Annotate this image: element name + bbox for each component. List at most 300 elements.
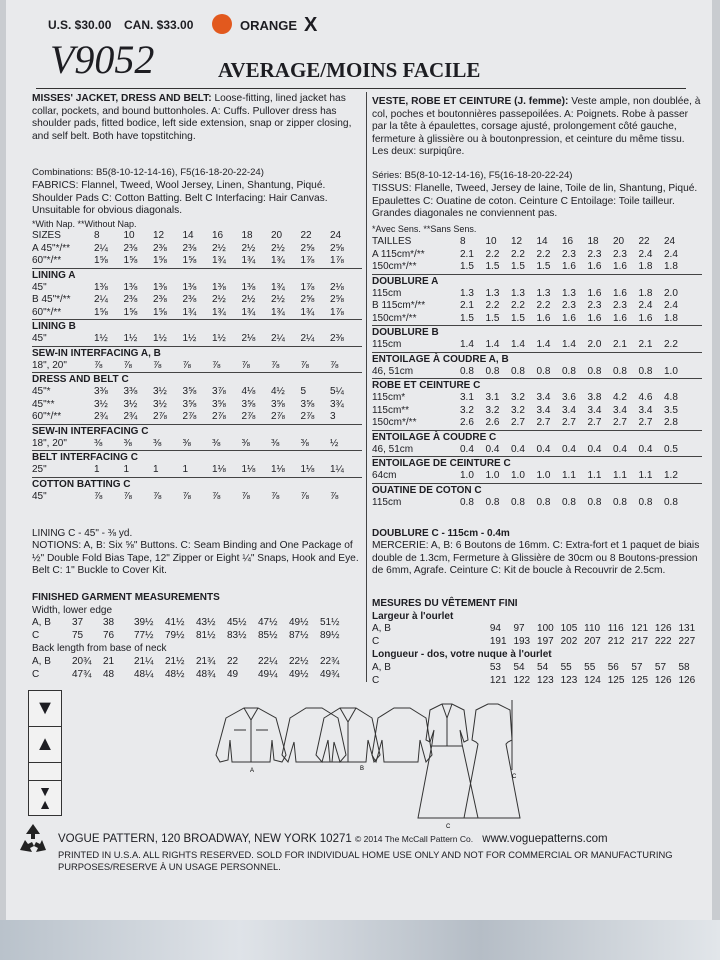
french-description bbox=[372, 96, 702, 159]
english-table-cell: 3⅝ bbox=[271, 398, 285, 410]
french-row-label: 46, 51cm bbox=[372, 365, 414, 377]
french-table-cell: 123 bbox=[537, 674, 554, 686]
english-table-cell: 2⅝ bbox=[300, 294, 315, 305]
french-row-label: 150cm*/** bbox=[372, 312, 417, 324]
footer-address: VOGUE PATTERN, 120 BROADWAY, NEW YORK 10271 bbox=[58, 833, 352, 845]
french-table-row bbox=[372, 392, 702, 405]
french-table-cell: 3.2 bbox=[485, 404, 500, 416]
english-sizes-label: SIZES bbox=[32, 230, 61, 241]
french-table-cell: 2.1 bbox=[460, 248, 474, 260]
english-table-cell: 2⅞ bbox=[271, 411, 285, 422]
english-table-row bbox=[32, 491, 362, 504]
french-table-cell: 2.2 bbox=[664, 339, 678, 350]
symbol-box-1 bbox=[28, 690, 62, 728]
english-table-cell: ⅞ bbox=[94, 359, 103, 371]
french-table-cell: 1.1 bbox=[638, 470, 653, 481]
french-table-cell: 1.1 bbox=[562, 470, 576, 481]
french-table-cell: 1.4 bbox=[511, 339, 525, 350]
french-table-cell: 1.1 bbox=[587, 470, 602, 481]
english-table-cell: 1¾ bbox=[241, 306, 256, 318]
french-table-cell: 0.8 bbox=[638, 365, 653, 377]
french-table-cell: 3.6 bbox=[562, 392, 576, 403]
english-notions: NOTIONS: A, B: Six ⅝" Buttons. C: Seam Binding and One Package of ½" Double Fold Bias Tape, 12" Zipper or Eight ¼" Snaps, Hook and Eye. Belt C: 1" Buckle to Cover Kit. bbox=[32, 540, 359, 576]
english-table-cell: 2⅞ bbox=[212, 411, 226, 422]
french-size-heading: 16 bbox=[562, 236, 574, 247]
french-table-cell: 191 bbox=[489, 635, 507, 647]
french-size-heading: 10 bbox=[485, 236, 497, 247]
french-table-cell: 126 bbox=[654, 674, 672, 686]
english-table-cell: 81½ bbox=[196, 629, 216, 641]
english-table-cell: ⅞ bbox=[123, 359, 132, 371]
english-section-heading: SEW-IN INTERFACING A, B bbox=[32, 346, 362, 360]
english-table-cell: 47¾ bbox=[72, 668, 92, 680]
french-table-cell: 0.8 bbox=[460, 365, 474, 377]
french-table-cell: 2.4 bbox=[664, 300, 678, 311]
english-combinations: Combinations: B5(8-10-12-14-16), F5(16-18-20-22-24) bbox=[32, 167, 264, 178]
french-table-cell: 2.2 bbox=[485, 300, 500, 311]
english-size-heading: 16 bbox=[212, 230, 224, 241]
french-table-cell: 202 bbox=[560, 635, 578, 647]
french-table-cell: 0.8 bbox=[613, 365, 627, 377]
english-table-cell: 39½ bbox=[134, 617, 154, 628]
english-table-cell: ⅜ bbox=[123, 437, 132, 449]
english-table-cell: ⅞ bbox=[182, 359, 191, 371]
french-table-cell: 1.0 bbox=[536, 470, 551, 481]
french-row-label: 46, 51cm bbox=[372, 443, 414, 455]
french-table-cell: 1.8 bbox=[664, 312, 678, 324]
english-table-cell: 37 bbox=[72, 617, 84, 628]
english-table-cell: 1⅝ bbox=[94, 255, 108, 266]
french-table-cell: 1.6 bbox=[587, 261, 602, 272]
french-table-cell: 121 bbox=[489, 674, 507, 686]
english-table-cell: 1⅝ bbox=[182, 255, 197, 266]
garment-line-drawings bbox=[206, 700, 526, 830]
english-table-cell: 1¾ bbox=[241, 255, 256, 266]
french-table-cell: 1.0 bbox=[664, 365, 678, 377]
english-table-cell: ⅜ bbox=[94, 437, 103, 449]
color-mark: X bbox=[304, 14, 318, 36]
french-table-cell: 110 bbox=[584, 623, 601, 634]
french-width-label: Largeur à l'ourlet bbox=[372, 611, 454, 622]
french-section-heading: ENTOILAGE À COUDRE C bbox=[372, 430, 702, 444]
footer-copyright: © 2014 The McCall Pattern Co. bbox=[354, 834, 474, 844]
english-table-cell: 1 bbox=[123, 464, 130, 475]
french-table-cell: 3.4 bbox=[613, 404, 627, 416]
english-table-cell: 3⅜ bbox=[94, 386, 108, 397]
french-row-label: A 115cm*/** bbox=[372, 248, 425, 260]
french-table-cell: 123 bbox=[560, 674, 578, 686]
french-table-cell: 1.6 bbox=[587, 312, 602, 324]
french-row-label: 115cm bbox=[372, 339, 402, 350]
english-table-cell: 1 bbox=[182, 464, 189, 475]
english-size-heading: 24 bbox=[330, 230, 342, 241]
french-table-cell: 0.8 bbox=[511, 496, 525, 508]
french-table-cell: 1.3 bbox=[460, 287, 474, 299]
english-table-cell: ⅞ bbox=[212, 359, 221, 371]
french-table-row bbox=[372, 417, 702, 430]
french-table-cell: 1.2 bbox=[664, 470, 678, 481]
english-table-cell: 1⅞ bbox=[330, 306, 344, 318]
english-table-cell: 2¼ bbox=[271, 333, 285, 344]
english-table-cell: ⅞ bbox=[300, 359, 309, 371]
english-table-cell: 21¼ bbox=[134, 656, 154, 667]
french-size-heading: 12 bbox=[511, 236, 523, 247]
french-table-cell: 3.5 bbox=[664, 404, 678, 416]
french-row-label: C bbox=[372, 674, 380, 686]
english-table-cell: 2¾ bbox=[123, 411, 138, 422]
us-price: U.S. $30.00 bbox=[48, 18, 112, 32]
english-table-row bbox=[32, 399, 362, 412]
french-row-label: B 115cm*/** bbox=[372, 300, 426, 311]
english-back-table bbox=[32, 656, 362, 681]
pattern-number: V9052 bbox=[50, 37, 155, 82]
french-table-cell: 121 bbox=[631, 623, 649, 634]
english-table-cell: 1⅞ bbox=[330, 255, 344, 266]
difficulty-label: AVERAGE/MOINS FACILE bbox=[218, 58, 481, 82]
english-table-cell: 3⅜ bbox=[123, 386, 138, 397]
english-table-cell: 22½ bbox=[289, 656, 309, 667]
english-row-label: C bbox=[32, 629, 40, 641]
french-table-cell: 55 bbox=[584, 662, 596, 673]
french-row-label: 64cm bbox=[372, 470, 397, 481]
french-table-cell: 2.2 bbox=[536, 248, 551, 260]
french-table-row bbox=[372, 249, 702, 262]
jacket-b-drawing bbox=[316, 708, 432, 762]
french-table-cell: 2.2 bbox=[511, 248, 525, 260]
english-table-cell: 2⅜ bbox=[153, 294, 167, 305]
english-table-row bbox=[32, 669, 362, 682]
english-size-heading: 10 bbox=[123, 230, 135, 241]
english-table-cell: 38 bbox=[103, 617, 115, 628]
english-fabrics: FABRICS: Flannel, Tweed, Wool Jersey, Linen, Shantung, Piqué. Shoulder Pads C: Cotton Batting. Belt C Interfacing: Hair Canvas. Unsuitable for obvious diagonals. bbox=[32, 180, 328, 216]
up-arrow-icon: ▲ bbox=[35, 733, 55, 755]
english-lining-c: LINING C - 45" - ⅜ yd. bbox=[32, 528, 133, 539]
english-table-cell: 49¾ bbox=[320, 668, 340, 680]
english-table-cell: 47½ bbox=[258, 617, 278, 628]
french-table-cell: 2.2 bbox=[536, 300, 551, 311]
english-table-cell: 1¾ bbox=[271, 281, 285, 293]
english-table-cell: 1⅜ bbox=[212, 281, 226, 293]
french-mercerie: MERCERIE: A, B: 6 Boutons de 16mm. C: Extra-fort et 1 paquet de biais double de 1.3cm, Fermeture à Glissière de 30cm ou 8 Boutons-pression de 6mm, Agrafe. Ceinture C: Kit de boucle à Recouvrir de 2.5cm. bbox=[372, 540, 700, 576]
english-table-cell: ⅜ bbox=[153, 437, 162, 449]
french-table-cell: 2.2 bbox=[511, 300, 525, 311]
english-row-label: 45"** bbox=[32, 398, 55, 410]
english-table-cell: ⅞ bbox=[300, 490, 309, 502]
french-table-cell: 0.8 bbox=[536, 365, 551, 377]
english-table-cell: 79½ bbox=[165, 629, 185, 641]
english-table-cell: 1⅛ bbox=[241, 464, 256, 475]
french-table-cell: 116 bbox=[607, 623, 624, 634]
french-table-row bbox=[372, 288, 702, 301]
french-yardage-table bbox=[372, 236, 702, 509]
down-arrow-icon: ▼ bbox=[35, 697, 55, 719]
english-table-cell: 2½ bbox=[271, 294, 285, 305]
french-size-heading: 8 bbox=[460, 236, 466, 247]
english-size-heading: 8 bbox=[94, 230, 100, 241]
english-table-cell: 1⅛ bbox=[300, 464, 315, 475]
french-table-cell: 193 bbox=[513, 635, 531, 647]
french-table-cell: 1.6 bbox=[587, 287, 602, 299]
drawing-label-c-side: C bbox=[512, 774, 517, 780]
english-table-cell: 51½ bbox=[320, 617, 340, 628]
french-row-label: 115cm** bbox=[372, 404, 410, 416]
french-table-cell: 0.8 bbox=[613, 496, 627, 508]
english-width-label: Width, lower edge bbox=[32, 605, 113, 616]
french-table-cell: 0.8 bbox=[485, 365, 500, 377]
english-table-cell: 2⅝ bbox=[300, 242, 315, 254]
english-table-cell: 3⅝ bbox=[212, 398, 226, 410]
french-table-cell: 1.5 bbox=[511, 312, 525, 324]
english-table-cell: 75 bbox=[72, 629, 84, 641]
english-table-cell: ½ bbox=[330, 437, 339, 449]
english-table-cell: 1½ bbox=[94, 333, 108, 344]
recycle-icon bbox=[16, 822, 50, 856]
french-table-cell: 0.8 bbox=[638, 496, 653, 508]
english-section-heading: LINING B bbox=[32, 319, 362, 333]
english-row-label: 60"*/** bbox=[32, 306, 62, 318]
french-table-cell: 1.8 bbox=[638, 261, 653, 272]
dress-c-drawing bbox=[418, 700, 520, 818]
footer-address-line bbox=[58, 833, 608, 845]
french-table-cell: 3.2 bbox=[511, 392, 525, 403]
drawing-label-a: A bbox=[250, 768, 255, 774]
french-size-heading: 14 bbox=[536, 236, 548, 247]
french-table-row bbox=[372, 339, 702, 352]
english-table-cell: 49½ bbox=[289, 668, 309, 680]
english-table-row bbox=[32, 307, 362, 320]
english-table-cell: ⅞ bbox=[212, 490, 221, 502]
french-table-cell: 2.6 bbox=[485, 417, 500, 428]
french-table-cell: 1.8 bbox=[638, 287, 653, 299]
french-table-cell: 1.6 bbox=[613, 261, 627, 272]
french-table-cell: 217 bbox=[631, 635, 649, 647]
french-sizes-header bbox=[372, 236, 702, 249]
french-table-row bbox=[372, 366, 702, 379]
english-section-heading: LINING A bbox=[32, 268, 362, 282]
english-section-heading: BELT INTERFACING C bbox=[32, 450, 362, 464]
english-table-cell: 3 bbox=[330, 411, 336, 422]
french-table-cell: 4.6 bbox=[638, 392, 653, 403]
english-table-cell: 41½ bbox=[165, 617, 185, 628]
french-table-row bbox=[372, 623, 702, 636]
background-surface bbox=[0, 920, 720, 960]
french-section-heading: DOUBLURE B bbox=[372, 325, 702, 339]
french-table-cell: 2.1 bbox=[613, 339, 627, 350]
french-table-cell: 0.8 bbox=[536, 496, 551, 508]
french-table-cell: 54 bbox=[513, 662, 525, 673]
french-table-cell: 0.4 bbox=[485, 443, 500, 455]
english-table-cell: 1¾ bbox=[212, 306, 226, 318]
french-table-cell: 1.4 bbox=[485, 339, 500, 350]
french-table-cell: 1.3 bbox=[511, 287, 525, 299]
english-row-label: A, B bbox=[32, 617, 51, 628]
english-table-cell: 48¾ bbox=[196, 668, 216, 680]
drawing-label-b: B bbox=[360, 766, 365, 772]
french-table-row bbox=[372, 300, 702, 313]
english-table-cell: 1⅝ bbox=[153, 306, 167, 318]
english-table-cell: ⅜ bbox=[182, 437, 191, 449]
french-table-cell: 57 bbox=[654, 662, 667, 673]
english-table-cell: 1⅜ bbox=[123, 281, 138, 293]
french-table-cell: 122 bbox=[513, 674, 531, 686]
english-table-cell: 1⅛ bbox=[271, 464, 285, 475]
french-table-cell: 3.4 bbox=[638, 404, 653, 416]
english-table-cell: 1¾ bbox=[271, 306, 285, 318]
french-table-cell: 1.5 bbox=[536, 261, 551, 272]
french-size-heading: 22 bbox=[638, 236, 650, 247]
french-table-cell: 3.4 bbox=[536, 404, 551, 416]
english-table-cell: 1⅜ bbox=[94, 281, 108, 293]
english-table-cell: 5 bbox=[300, 386, 307, 397]
french-table-row bbox=[372, 470, 702, 483]
english-table-cell: 2⅜ bbox=[123, 294, 138, 305]
french-table-cell: 1.6 bbox=[613, 287, 627, 299]
english-size-heading: 22 bbox=[300, 230, 312, 241]
english-table-cell: 2⅝ bbox=[330, 242, 344, 254]
english-table-cell: 1⅝ bbox=[123, 255, 138, 266]
english-table-cell: ⅞ bbox=[330, 359, 339, 371]
english-table-row bbox=[32, 294, 362, 307]
french-table-cell: 0.4 bbox=[536, 443, 551, 455]
french-table-cell: 3.8 bbox=[587, 392, 602, 403]
french-doublure-c: DOUBLURE C - 115cm - 0.4m bbox=[372, 528, 510, 539]
english-table-cell: 2⅛ bbox=[241, 333, 256, 344]
english-table-cell: 22 bbox=[227, 656, 239, 667]
english-table-cell: 87½ bbox=[289, 629, 309, 641]
english-table-cell: 1¾ bbox=[182, 306, 197, 318]
english-row-label: B 45"*/** bbox=[32, 294, 71, 305]
french-table-cell: 1.5 bbox=[460, 312, 474, 324]
french-table-cell: 1.6 bbox=[562, 261, 576, 272]
english-table-cell: 2¼ bbox=[94, 242, 108, 254]
english-table-cell: 83½ bbox=[227, 629, 247, 641]
french-table-cell: 2.0 bbox=[664, 287, 678, 299]
english-table-cell: 89½ bbox=[320, 629, 340, 641]
english-row-label: 45" bbox=[32, 281, 47, 293]
french-table-cell: 1.5 bbox=[511, 261, 525, 272]
english-table-cell: 43½ bbox=[196, 617, 216, 628]
english-table-cell: ⅞ bbox=[330, 490, 339, 502]
french-table-cell: 4.8 bbox=[664, 392, 678, 403]
french-table-cell: 0.4 bbox=[562, 443, 576, 455]
english-description-text: Loose-fitting, lined jacket has collar, pockets, and bound buttonholes. A: Cuffs. Pullover dress has shoulder pads, fitted bodice, left side extension, snap or zipper closing, and self belt. Both have topstitching. bbox=[32, 93, 352, 142]
french-size-heading: 24 bbox=[664, 236, 676, 247]
english-finished-title: FINISHED GARMENT MEASUREMENTS bbox=[32, 592, 220, 603]
french-table-cell: 2.3 bbox=[613, 248, 627, 260]
english-table-cell: ⅞ bbox=[94, 490, 103, 502]
english-table-row bbox=[32, 411, 362, 424]
french-table-row bbox=[372, 261, 702, 274]
french-table-cell: 3.4 bbox=[562, 404, 576, 416]
english-table-cell: 21½ bbox=[165, 656, 185, 667]
french-table-cell: 2.3 bbox=[613, 300, 627, 311]
french-table-cell: 0.8 bbox=[485, 496, 500, 508]
english-table-cell: ⅞ bbox=[241, 490, 250, 502]
french-table-cell: 3.1 bbox=[485, 392, 500, 403]
english-sizes-header bbox=[32, 230, 362, 243]
english-table-cell: 1¾ bbox=[300, 306, 315, 318]
french-description-text: Veste ample, non doublée, à col, poches et boutonnières passepoilées. A: Poignets. Robe à passer par la tête à épaulettes, corsage ajusté, prolongement côté gauche, fermeture à glissière ou à boutonpression, et ceinture du même tissu. Les deux: surpiqûre. bbox=[372, 96, 701, 157]
english-table-cell: ⅞ bbox=[153, 359, 162, 371]
english-table-row bbox=[32, 438, 362, 451]
english-section-heading: DRESS AND BELT C bbox=[32, 372, 362, 386]
english-table-cell: ⅞ bbox=[241, 359, 250, 371]
english-table-cell: 4½ bbox=[271, 386, 285, 397]
french-table-cell: 105 bbox=[560, 623, 578, 634]
english-table-cell: 76 bbox=[103, 629, 115, 641]
french-table-cell: 3.2 bbox=[460, 404, 474, 416]
english-table-cell: 2¾ bbox=[94, 411, 108, 422]
french-back-table bbox=[372, 662, 702, 687]
english-table-cell: 3⅝ bbox=[300, 398, 315, 410]
english-table-cell: 48¼ bbox=[134, 668, 154, 680]
english-row-label: 45" bbox=[32, 333, 47, 344]
french-size-heading: 20 bbox=[613, 236, 625, 247]
french-table-cell: 2.7 bbox=[587, 417, 602, 428]
english-table-cell: 2½ bbox=[212, 294, 226, 305]
french-section-heading: OUATINE DE COTON C bbox=[372, 483, 702, 497]
french-table-cell: 1.4 bbox=[460, 339, 474, 350]
french-table-cell: 3.4 bbox=[536, 392, 551, 403]
french-table-cell: 2.3 bbox=[562, 248, 576, 260]
english-table-cell: 49½ bbox=[289, 617, 309, 628]
french-table-cell: 1.8 bbox=[664, 261, 678, 272]
can-price: CAN. $33.00 bbox=[124, 18, 194, 32]
french-table-cell: 0.8 bbox=[587, 496, 602, 508]
french-table-cell: 124 bbox=[584, 674, 601, 686]
french-table-cell: 0.4 bbox=[638, 443, 653, 455]
french-table-cell: 1.6 bbox=[536, 312, 551, 324]
french-table-row bbox=[372, 662, 702, 675]
english-table-cell: 2⅝ bbox=[330, 294, 344, 305]
french-table-cell: 1.5 bbox=[485, 261, 500, 272]
english-table-cell: ⅜ bbox=[241, 437, 250, 449]
french-section-heading: ENTOILAGE À COUDRE A, B bbox=[372, 352, 702, 366]
french-table-cell: 1.1 bbox=[613, 470, 627, 481]
english-table-cell: 1⅛ bbox=[212, 464, 226, 475]
french-table-cell: 2.4 bbox=[638, 300, 653, 311]
french-table-cell: 0.8 bbox=[460, 496, 474, 508]
english-table-cell: 1¾ bbox=[271, 255, 285, 266]
french-table-cell: 2.7 bbox=[638, 417, 653, 428]
english-section-heading: SEW-IN INTERFACING C bbox=[32, 424, 362, 438]
french-series: Séries: B5(8-10-12-14-16), F5(16-18-20-22-24) bbox=[372, 170, 573, 181]
french-table-cell: 125 bbox=[631, 674, 649, 686]
french-table-row bbox=[372, 444, 702, 457]
french-table-cell: 222 bbox=[654, 635, 672, 647]
english-table-row bbox=[32, 255, 362, 268]
header-divider bbox=[36, 88, 686, 89]
english-table-row bbox=[32, 333, 362, 346]
french-table-cell: 54 bbox=[537, 662, 549, 673]
english-row-label: 60"*/** bbox=[32, 411, 62, 422]
english-table-cell: ⅜ bbox=[300, 437, 309, 449]
english-table-cell: 2½ bbox=[241, 294, 256, 305]
french-table-cell: 57 bbox=[631, 662, 643, 673]
french-table-cell: 0.4 bbox=[613, 443, 627, 455]
english-table-cell: 21¾ bbox=[196, 656, 216, 667]
french-table-cell: 197 bbox=[537, 635, 554, 647]
french-width-table bbox=[372, 623, 702, 648]
english-table-cell: 5¼ bbox=[330, 386, 344, 397]
french-table-cell: 2.4 bbox=[664, 248, 678, 260]
english-table-cell: 2⅜ bbox=[153, 242, 167, 254]
english-row-label: 18", 20" bbox=[32, 359, 67, 371]
english-table-cell: 1 bbox=[94, 464, 100, 475]
english-row-label: 45" bbox=[32, 490, 47, 502]
english-table-cell: 1⅝ bbox=[94, 306, 108, 318]
french-table-cell: 3.2 bbox=[511, 404, 525, 416]
